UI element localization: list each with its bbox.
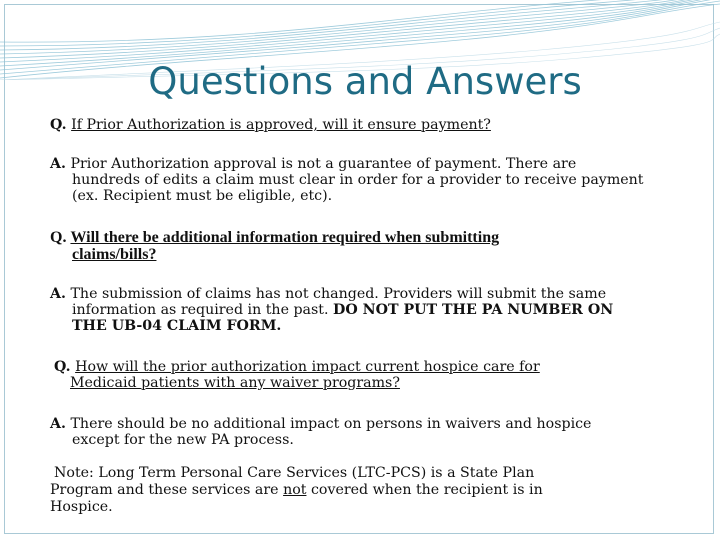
answer-1 (50, 156, 690, 204)
page-title: Questions and Answers (148, 60, 582, 103)
note (50, 465, 690, 516)
a2-line2-normal: information as required in the past. (72, 302, 329, 318)
question-3 (54, 359, 694, 391)
a2-line3-bold: THE UB-04 CLAIM FORM. (72, 318, 282, 334)
answer-3 (50, 416, 690, 448)
question-2 (50, 229, 690, 263)
note-line1: Note: Long Term Personal Care Services (LTC-PCS) is a State Plan (54, 465, 535, 481)
q3-line2: Medicaid patients with any waiver programs? (70, 375, 400, 391)
q1-prefix: Q. (50, 117, 67, 133)
a3-line2: except for the new PA process. (72, 432, 294, 448)
q1-text: If Prior Authorization is approved, will it ensure payment? (71, 117, 491, 133)
note-line2-underline: not (283, 482, 307, 498)
note-line2-pre: Program and these services are (50, 482, 279, 498)
a2-line1: The submission of claims has not changed. Providers will submit the same (70, 286, 607, 302)
q2-line2: claims/bills? (72, 246, 157, 263)
a1-prefix: A. (50, 156, 66, 172)
answer-2 (50, 286, 690, 334)
a3-prefix: A. (50, 416, 66, 432)
q3-line1: How will the prior authorization impact current hospice care for (75, 359, 540, 375)
a3-line1: There should be no additional impact on persons in waivers and hospice (70, 416, 592, 432)
note-line2-post: covered when the recipient is in (310, 482, 543, 498)
a1-line2: hundreds of edits a claim must clear in order for a provider to receive payment (72, 172, 644, 188)
note-line3: Hospice. (50, 499, 113, 515)
a2-prefix: A. (50, 286, 66, 302)
question-1 (50, 117, 690, 133)
q3-prefix: Q. (54, 359, 71, 375)
a1-line1: Prior Authorization approval is not a guarantee of payment. There are (70, 156, 577, 172)
q2-prefix: Q. (50, 229, 67, 246)
a1-line3: (ex. Recipient must be eligible, etc). (72, 188, 333, 204)
a2-line2-bold: DO NOT PUT THE PA NUMBER ON (333, 302, 614, 318)
q2-line1: Will there be additional information required when submitting (70, 229, 500, 246)
